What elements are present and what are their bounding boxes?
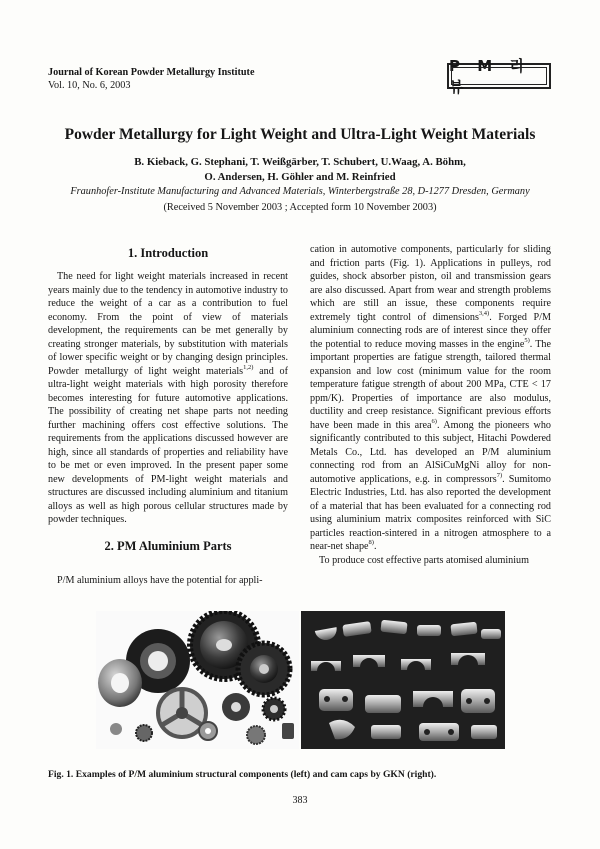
right-column: [310, 243, 551, 567]
authors: [0, 155, 600, 184]
journal-header: [48, 66, 254, 92]
figure-caption: Fig. 1. Examples of P/M aluminium structural components (left) and cam caps by GKN (right).: [48, 769, 437, 780]
cam-caps-illustration: [301, 611, 505, 749]
intro-paragraph: The need for light weight materials increased in recent years mainly due to the tendency in automotive industry to reduce the weight of a car as a contribution to fuel economy. From the point of view of materials development, the requirements can be met generally by creating stronger materials, by substitution with materials of lower specific weight or by changing design principles. Powder metallurgy of light weight materials$^{1,2)}$ and of ultra-light weight materials with high porosity therefore becomes interesting for future automotive applications. The possibility of creating net shape parts not needing further machining offers cost effective solutions. The requirements from the applications discussed however are high, since all standards of properties and reliability have to be met or even improved. In the present paper some new developments of PM-light weight materials and structures are discussed including aluminium and titanium alloys as well as high porous cellular structures made by powder techniques.: [48, 271, 288, 525]
journal-name: Journal of Korean Powder Metallurgy Institute: [48, 67, 255, 78]
paper-title: Powder Metallurgy for Light Weight and Ultra-Light Weight Materials: [64, 126, 536, 143]
aluminium-paragraph-continued: cation in automotive components, particularly for sliding and friction parts (Fig. 1). Applications in pulleys, rod guides, shock absorber piston, oil and transmission gears are also discussed. Apart from wear and strength problems which are still an issue, these components require extremely tight control of dimensions$^{3,4)}$. Forged P/M aluminium connecting rods are of interest since they offer the potential to reduce moving masses in the engine$^{5)}$. The important properties are fatigue strength, tailored thermal expansion and low cost (minimum value for the room temperature fatigue strength of about 200 MPa, CTE < 17 ppm/K). Properties of importance are also modulus, ductility and creep resistance. Significant previous efforts have been made in this area$^{6)}$. Among the pioneers who significantly contributed to this subject, Hitachi Powdered Metals Co., Ltd. has developed an P/M aluminium connecting rod from an AlSiCuMgNi alloy for non-automotive applications, e.g. in compressors$^{7)}$. Sumitomo Electric Industries, Ltd. has also reported the development of a material that has been evaluated for a connecting rod using aluminium matrix composites reinforced with SiC particles reaction-sintered in a nitrogen atmosphere to a near-net shape$^{8)}$.: [310, 244, 551, 552]
figure-aluminium-components-photo: [96, 611, 299, 749]
journal-volume: Vol. 10, No. 6, 2003: [48, 80, 131, 91]
citation-ref: 5): [524, 336, 530, 344]
production-paragraph: To produce cost effective parts atomised aluminium: [319, 554, 529, 566]
affiliation: Fraunhofer-Institute Manufacturing and Advanced Materials, Winterbergstraße 28, D-1277 Dresden, Germany: [70, 186, 530, 197]
section-badge: P M 리 뷰: [447, 63, 551, 89]
page-number: 383: [292, 795, 308, 806]
citation-ref: 3,4): [478, 309, 490, 317]
aluminium-components-illustration: [96, 611, 299, 749]
section-heading-introduction: 1. Introduction: [127, 246, 209, 260]
citation-ref: 1,2): [243, 363, 254, 371]
received-dates: (Received 5 November 2003 ; Accepted form 10 November 2003): [163, 202, 437, 213]
left-column: [48, 243, 288, 587]
authors-line-1: B. Kieback, G. Stephani, T. Weißgärber, T. Schubert, U.Waag, A. Böhm,: [134, 156, 466, 168]
citation-ref: 8): [368, 539, 374, 546]
figure-cam-caps-photo: [301, 611, 505, 749]
citation-ref: 6): [431, 417, 437, 425]
section-heading-pm-aluminium: 2. PM Aluminium Parts: [104, 538, 232, 553]
aluminium-paragraph-start: P/M aluminium alloys have the potential for appli-: [57, 574, 263, 586]
authors-line-2: O. Andersen, H. Göhler and M. Reinfried: [204, 170, 396, 183]
citation-ref: 7): [496, 471, 503, 479]
